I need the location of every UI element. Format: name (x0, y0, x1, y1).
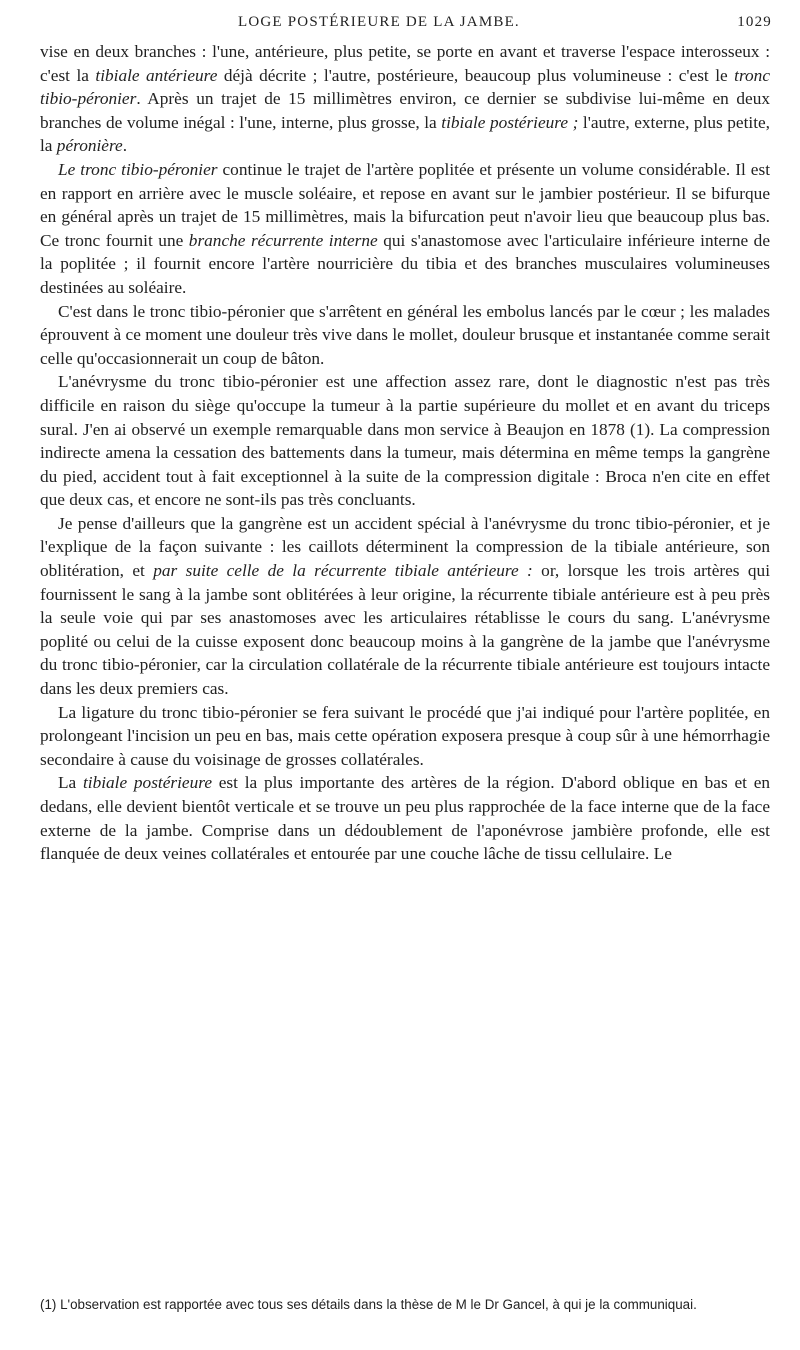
paragraph-2: Le tronc tibio-péronier continue le trajet de l'artère poplitée et présente un volume considérable. Il est en rapport en arrière avec le muscle soléaire, et repose en avant sur le jambier postérieur. Il se bifurque en général après un trajet de 15 millimètres, mais la bifurcation peut n'avoir lieu que beaucoup plus bas. Ce tronc fournit une branche récurrente interne qui s'anastomose avec l'articulaire inférieure interne de la poplitée ; il fournit encore l'artère nourricière du tibia et des branches musculaires volumineuses destinées au soléaire. (40, 159, 770, 297)
paragraph-5: Je pense d'ailleurs que la gangrène est un accident spécial à l'anévrysme du tronc tibio-péronier, et je l'explique de la façon suivante : les caillots déterminent la compression de la tibiale antérieure, son oblitération, et par suite celle de la récurrente tibiale antérieure : or, lorsque les trois artères qui fournissent le sang à la jambe sont oblitérées à leur origine, la récurrente tibiale antérieure est à peu près la seule voie qui par ses anastomoses avec les articulaires rétablisse le cours du sang. L'anévrysme poplité ou celui de la cuisse exposent donc beaucoup moins à la gangrène de la jambe que l'anévrysme du tronc tibio-péronier, car la circulation collatérale de la récurrente tibiale antérieure est toujours intacte dans les deux premiers cas. (40, 513, 770, 699)
page-number: 1029 (737, 14, 772, 30)
running-title: LOGE POSTÉRIEURE DE LA JAMBE. (238, 14, 520, 30)
paragraph-4: L'anévrysme du tronc tibio-péronier est une affection assez rare, dont le diagnostic n'est pas très difficile en raison du siège qu'occupe la tumeur à la partie supérieure du mollet et en avant du triceps sural. J'en ai observé un exemple remarquable dans mon service à Beaujon en 1878 (1). La compression indirecte amena la cessation des battements dans la tumeur, mais détermina en même temps la gangrène du pied, accident tout à fait exceptionnel à la suite de la compression digitale : Broca n'en cite en effet que deux cas, et encore ne sont-ils pas très concluants. (40, 372, 770, 510)
paragraph-3: C'est dans le tronc tibio-péronier que s'arrêtent en général les embolus lancés par le cœur ; les malades éprouvent à ce moment une douleur très vive dans le mollet, douleur brusque et instantanée comme serait celle qu'occasionnerait un coup de bâton. (40, 301, 770, 368)
page-header (0, 14, 800, 34)
body-text (40, 40, 770, 866)
paragraph-6: La ligature du tronc tibio-péronier se fera suivant le procédé que j'ai indiqué pour l'artère poplitée, en prolongeant l'incision un peu en bas, mais cette opération exposera presque à coup sûr à une hémorrhagie secondaire à cause du voisinage de grosses collatérales. (40, 702, 770, 769)
footnote: (1) L'observation est rapportée avec tous ses détails dans la thèse de M le Dr Gancel, à qui je la communiquai. (40, 1297, 697, 1312)
paragraph-1: vise en deux branches : l'une, antérieure, plus petite, se porte en avant et traverse l'espace interosseux : c'est la tibiale antérieure déjà décrite ; l'autre, postérieure, beaucoup plus volumineuse : c'est le tronc tibio-péronier. Après un trajet de 15 millimètres environ, ce dernier se subdivise lui-même en deux branches de volume inégal : l'une, interne, plus grosse, la tibiale postérieure ; l'autre, externe, plus petite, la péronière. (40, 42, 770, 156)
paragraph-7: La tibiale postérieure est la plus importante des artères de la région. D'abord oblique en bas et en dedans, elle devient bientôt verticale et se trouve un peu plus rapprochée de la face interne que de la face externe de la jambe. Comprise dans un dédoublement de l'aponévrose jambière profonde, elle est flanquée de deux veines collatérales et entourée par une couche lâche de tissu cellulaire. Le (40, 773, 771, 864)
